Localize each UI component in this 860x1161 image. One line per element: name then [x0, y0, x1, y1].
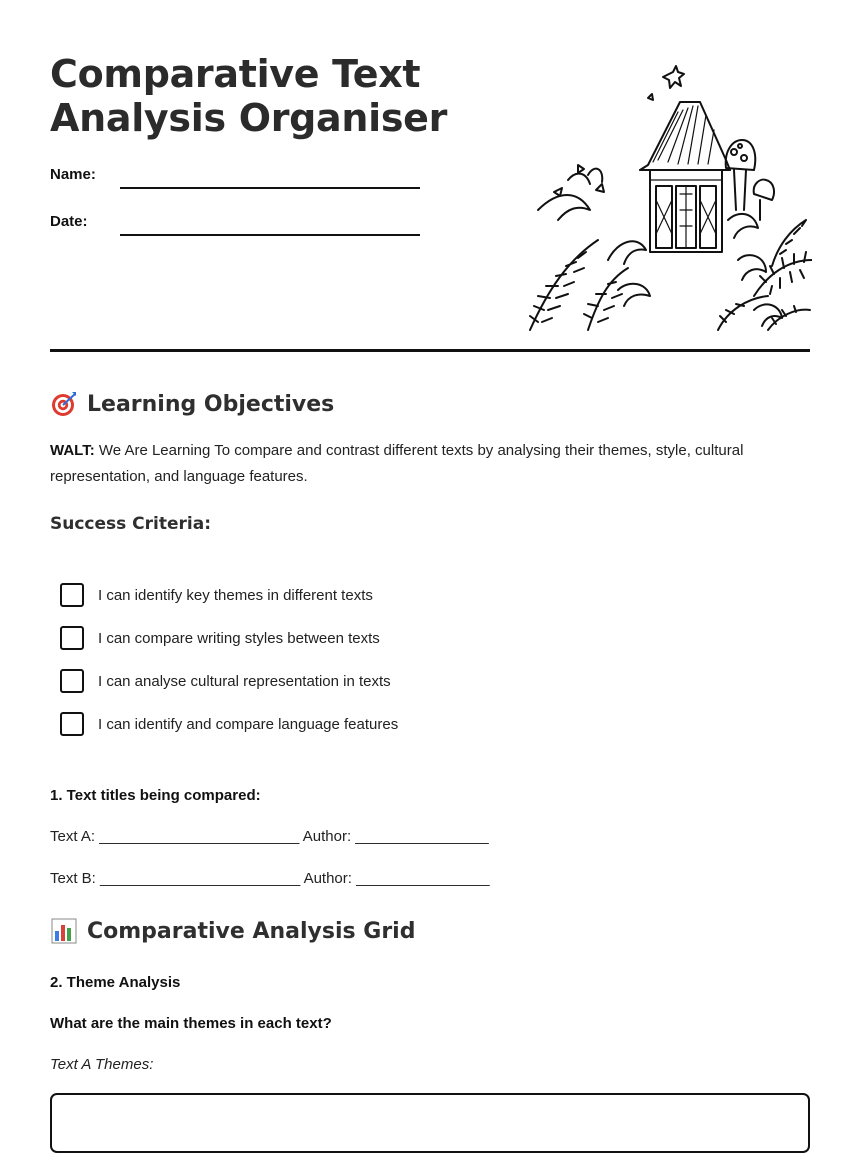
- date-field[interactable]: [50, 213, 420, 230]
- criteria-checkbox[interactable]: [60, 712, 84, 736]
- learning-objectives-title: Learning Objectives: [87, 391, 335, 417]
- walt-label: WALT:: [50, 442, 95, 459]
- criteria-checkbox[interactable]: [60, 583, 84, 607]
- name-line[interactable]: [120, 187, 420, 189]
- criteria-text: I can identify and compare language features: [98, 715, 399, 733]
- learning-objectives-heading: [50, 390, 334, 418]
- walt-paragraph: [50, 438, 810, 490]
- header-divider: [50, 349, 810, 352]
- analysis-grid-heading: [50, 917, 415, 945]
- title-line-1: Comparative Text: [50, 52, 421, 96]
- text-b-line[interactable]: Text B: ________________________ Author: ________________: [50, 870, 490, 887]
- criteria-text: I can analyse cultural representation in texts: [98, 672, 391, 690]
- hut-garden-illustration: [528, 60, 812, 332]
- section2-heading: 2. Theme Analysis: [50, 974, 181, 991]
- text-a-themes-answer-box[interactable]: [50, 1093, 810, 1153]
- analysis-grid-title: Comparative Analysis Grid: [87, 918, 416, 944]
- criteria-text: I can compare writing styles between texts: [98, 629, 380, 647]
- criteria-text: I can identify key themes in different texts: [98, 586, 373, 604]
- criteria-checkbox[interactable]: [60, 669, 84, 693]
- theme-question: What are the main themes in each text?: [50, 1015, 332, 1032]
- walt-text: We Are Learning To compare and contrast different texts by analysing their themes, style, cultural representation, and language features.: [50, 442, 744, 485]
- criteria-item[interactable]: [60, 712, 398, 736]
- bar-chart-icon: [50, 917, 78, 945]
- text-a-themes-label: Text A Themes:: [50, 1056, 154, 1073]
- criteria-item[interactable]: [60, 669, 391, 693]
- date-label: Date:: [50, 213, 88, 230]
- page-title: [50, 52, 447, 140]
- date-line[interactable]: [120, 234, 420, 236]
- success-criteria-heading: Success Criteria:: [50, 514, 212, 534]
- title-line-2: Analysis Organiser: [50, 96, 448, 140]
- section1-heading: 1. Text titles being compared:: [50, 787, 261, 804]
- criteria-item[interactable]: [60, 583, 373, 607]
- target-icon: [50, 390, 78, 418]
- text-a-line[interactable]: Text A: ________________________ Author: ________________: [50, 828, 489, 845]
- criteria-item[interactable]: [60, 626, 380, 650]
- criteria-checkbox[interactable]: [60, 626, 84, 650]
- name-field[interactable]: [50, 166, 420, 183]
- name-label: Name:: [50, 166, 96, 183]
